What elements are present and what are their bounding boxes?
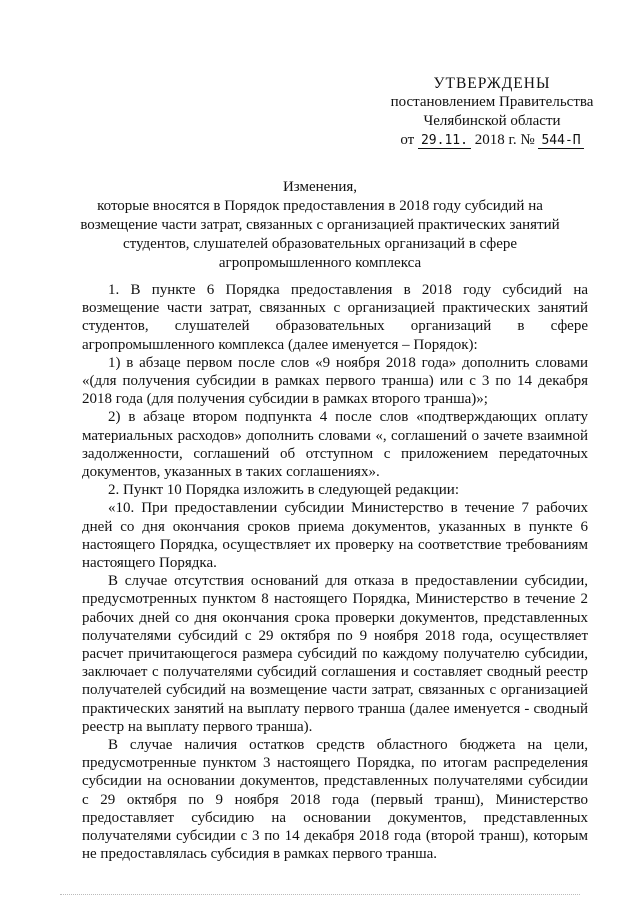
paragraph-6: В случае отсутствия оснований для отказа в предоставлении субсидии, предусмотренных пунктом 8 настоящего Порядка, Министерство в течение 2 рабочих дней со дня окончания срока проверки документов, представленных получателями субсидий с 29 октября по 9 ноября 2018 года, осуществляет расчет причитающегося размера субсидий по каждому получателю субсидии, заключает с получателями субсидий соглашения и составляет сводный реестр получателей субсидий на возмещение части затрат, связанных с организацией практических занятий на выплату первого транша (далее именуется - сводный реестр на выплату первого транша).	[82, 573, 588, 735]
date-value: 29.11.	[418, 133, 471, 149]
scan-edge-line	[60, 894, 580, 895]
heading-title: Изменения,	[282, 179, 358, 195]
date-suffix: 2018 г. №	[474, 132, 535, 148]
date-prefix: от	[400, 132, 415, 148]
document-number: 544-П	[538, 133, 583, 149]
document-body	[82, 281, 588, 864]
document-heading	[78, 178, 562, 273]
paragraph-1: 1. В пункте 6 Порядка предоставления в 2018 году субсидий на возмещение части затрат, связанных с организацией практических занятий студентов, слушателей образовательных организаций в сфере агропромышленного комплекса (далее именуется – Порядок):	[82, 282, 588, 353]
approval-line-2: Челябинской области	[423, 113, 561, 129]
paragraph-3: 2) в абзаце втором подпункта 4 после слов «подтверждающих оплату материальных расходов» дополнить словами «, соглашений о зачете взаимной задолженности, соглашений об отступном с приложением передаточных документов, указанных в таких соглашениях».	[82, 409, 588, 481]
approval-line-1: постановлением Правительства	[390, 94, 594, 110]
paragraph-5: «10. При предоставлении субсидии Министерство в течение 7 рабочих дней со дня окончания сроков приема документов, указанных в пункте 6 настоящего Порядка, осуществляет их проверку на соответствие требованиям настоящего Порядка.	[82, 500, 588, 572]
paragraph-2: 1) в абзаце первом после слов «9 ноября 2018 года» дополнить словами «(для получения субсидии в рамках первого транша) или с 3 по 14 декабря 2018 года (для получения субсидии в рамках второго транша)»;	[82, 354, 588, 408]
heading-subtitle: которые вносятся в Порядок предоставления в 2018 году субсидий на возмещение части затрат, связанных с организацией практических занятий студентов, слушателей образовательных организаций в сфере агропромышленного комплекса	[80, 198, 560, 271]
approval-block	[372, 74, 612, 150]
approval-date-line	[372, 131, 612, 150]
paragraph-4: 2. Пункт 10 Порядка изложить в следующей редакции:	[108, 482, 459, 499]
paragraph-7: В случае наличия остатков средств областного бюджета на цели, предусмотренные пунктом 3 настоящего Порядка, по итогам распределения субсидии на основании документов, представленных получателями субсидии с 29 октября по 9 ноября 2018 года (первый транш), Министерство предоставляет субсидию на основании документов, представленных получателями субсидии с 3 по 14 декабря 2018 года (второй транш), которым не предоставлялась субсидия в рамках первого транша.	[82, 737, 588, 863]
approval-title: УТВЕРЖДЕНЫ	[433, 75, 551, 92]
